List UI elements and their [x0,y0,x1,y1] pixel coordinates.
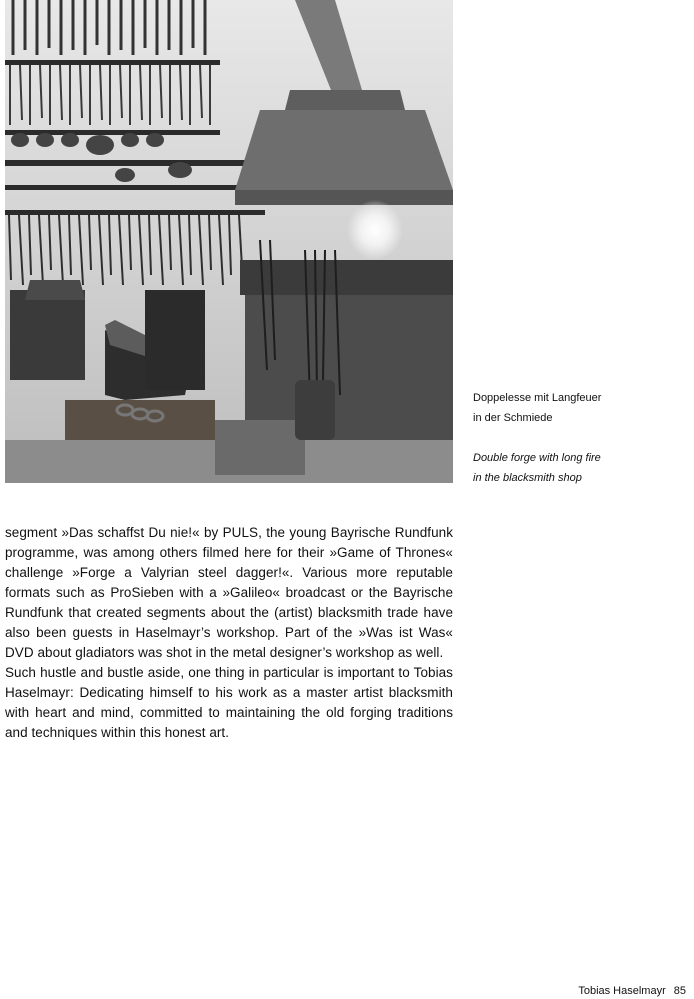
page-number: 85 [673,985,686,997]
article-body [5,523,453,743]
figure-caption-german [473,388,673,428]
caption-german-line-2: in der Schmiede [473,412,553,424]
figure-caption-english [473,448,673,488]
body-paragraph-2: Such hustle and bustle aside, one thing in particular is important to Tobias Haselmayr: Dedicating himself to his work as a master artist blacksmith with heart and mind, committed to maintaining the old forging traditions and techniques within this honest art. [5,665,453,740]
body-paragraph-1: segment »Das schaffst Du nie!« by PULS, the young Bayrische Rundfunk programme, was among others filmed here for their »Game of Thrones« challenge »Forge a Valyrian steel dagger!«. Various more reputable formats such as ProSieben with a »Galileo« broadcast or the Bayrische Rundfunk that created segments about the (artist) blacksmith trade have also been guests in Haselmayr’s workshop. Part of the »Was ist Was« DVD about gladiators was shot in the metal designer’s workshop as well. [5,525,453,660]
caption-german-line-1: Doppelesse mit Langfeuer [473,392,602,404]
footer-author: Tobias Haselmayr [578,985,666,997]
page-footer [578,983,686,999]
forge-photo [5,0,453,483]
caption-english-line-1: Double forge with long fire [473,452,601,464]
caption-english-line-2: in the blacksmith shop [473,472,582,484]
